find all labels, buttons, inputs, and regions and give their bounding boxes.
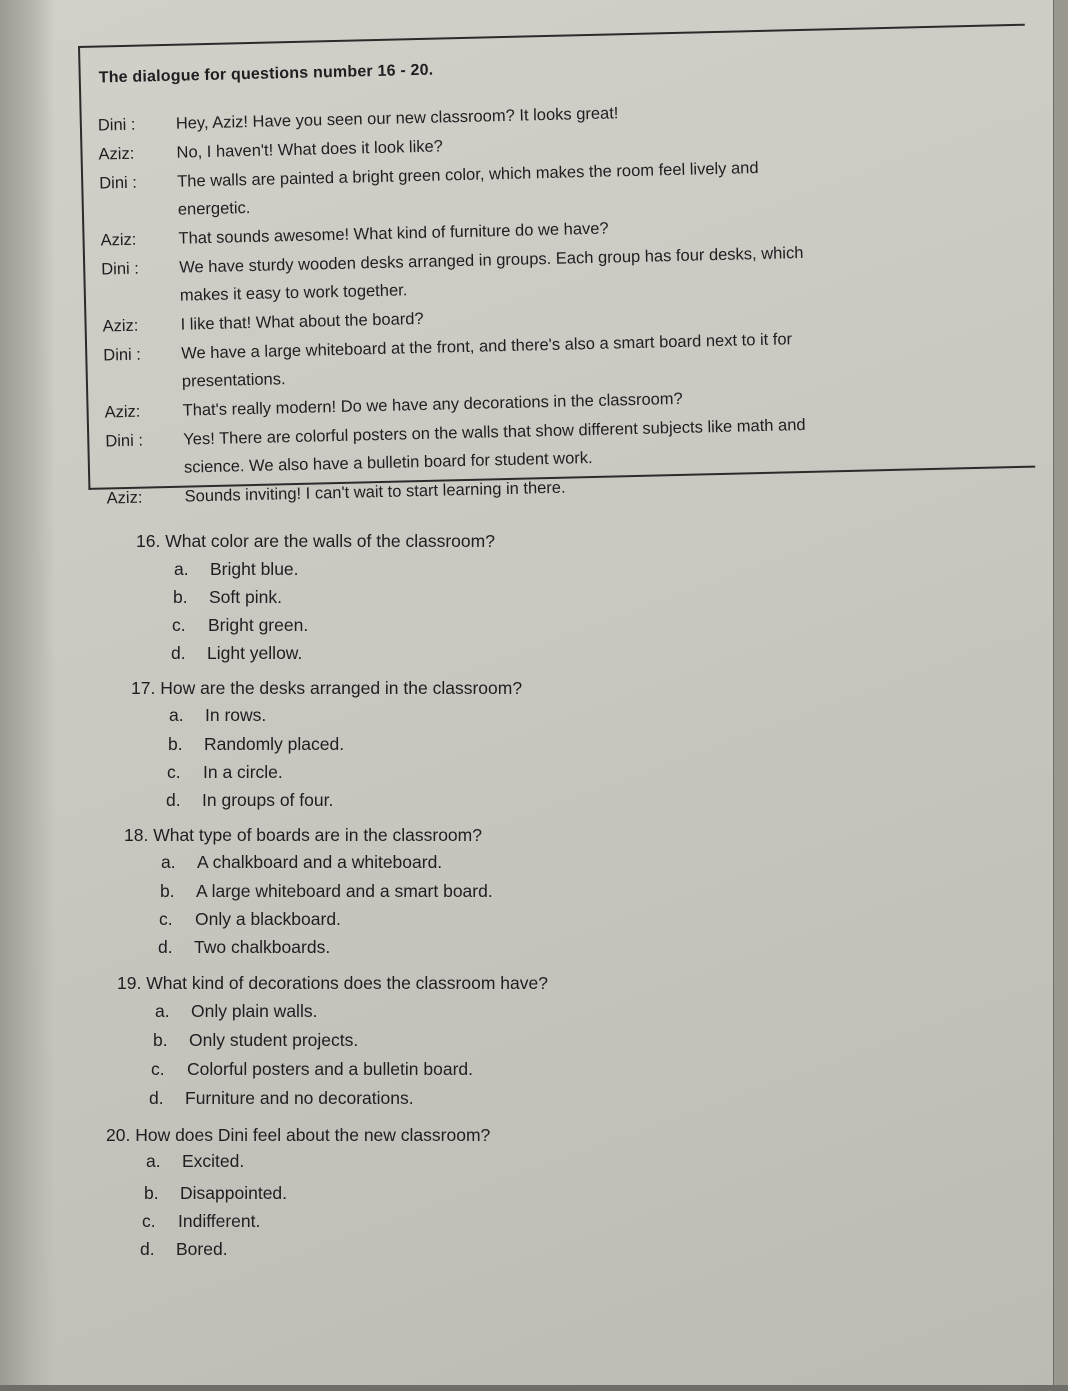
speaker-label: Aziz: bbox=[102, 316, 139, 336]
dialogue-text: Yes! There are colorful posters on the walls that show different subjects like math and bbox=[183, 415, 806, 449]
question-text: What kind of decorations does the classroom have? bbox=[146, 973, 548, 993]
option-text: Excited. bbox=[182, 1151, 245, 1171]
option[interactable] bbox=[155, 1001, 317, 1022]
speaker-label: Dini : bbox=[99, 173, 138, 193]
dialogue-line bbox=[180, 280, 408, 305]
option[interactable] bbox=[140, 1239, 228, 1260]
option[interactable] bbox=[168, 734, 344, 755]
option-letter: a. bbox=[161, 852, 176, 872]
dialogue-title: The dialogue for questions number 16 - 20. bbox=[98, 61, 434, 87]
option-text: Furniture and no decorations. bbox=[185, 1088, 414, 1108]
dialogue-line bbox=[106, 478, 565, 509]
dialogue-text: Hey, Aziz! Have you seen our new classroom? It looks great! bbox=[175, 104, 619, 133]
question-20 bbox=[106, 1125, 490, 1146]
dialogue-line bbox=[105, 415, 806, 451]
option-letter: c. bbox=[142, 1211, 156, 1231]
option-letter: c. bbox=[167, 762, 181, 782]
option[interactable] bbox=[173, 587, 282, 608]
question-18 bbox=[124, 825, 482, 846]
option-text: Colorful posters and a bulletin board. bbox=[187, 1059, 474, 1079]
option-text: In groups of four. bbox=[202, 790, 334, 810]
speaker-label: Aziz: bbox=[104, 402, 141, 422]
question-17 bbox=[131, 678, 522, 699]
option-letter: d. bbox=[166, 790, 181, 810]
option-letter: c. bbox=[172, 615, 186, 635]
dialogue-text: Sounds inviting! I can't wait to start learning in there. bbox=[184, 478, 566, 506]
option[interactable] bbox=[171, 643, 302, 664]
speaker-label: Dini : bbox=[97, 115, 136, 135]
option-letter: b. bbox=[144, 1183, 159, 1203]
dialogue-line bbox=[178, 198, 251, 220]
option[interactable] bbox=[159, 909, 341, 930]
option[interactable] bbox=[146, 1151, 244, 1172]
option-letter: b. bbox=[160, 881, 175, 901]
dialogue-text: makes it easy to work together. bbox=[179, 281, 408, 305]
page-bottom-edge bbox=[0, 1385, 1068, 1391]
question-number: 19. bbox=[117, 973, 142, 993]
option-text: Soft pink. bbox=[209, 587, 282, 607]
question-19 bbox=[117, 973, 548, 994]
option-text: In rows. bbox=[205, 705, 267, 725]
page-right-edge bbox=[1053, 0, 1068, 1391]
speaker-label: Aziz: bbox=[98, 144, 135, 164]
option[interactable] bbox=[151, 1059, 473, 1080]
dialogue-line bbox=[99, 158, 759, 194]
option[interactable] bbox=[166, 790, 333, 811]
dialogue-text: That's really modern! Do we have any decorations in the classroom? bbox=[182, 389, 683, 420]
option[interactable] bbox=[160, 881, 493, 902]
dialogue-text: presentations. bbox=[181, 370, 286, 391]
option-text: Only a blackboard. bbox=[195, 909, 341, 929]
question-16 bbox=[136, 531, 495, 552]
dialogue-line bbox=[98, 136, 443, 164]
option[interactable] bbox=[172, 615, 308, 636]
option[interactable] bbox=[169, 705, 266, 726]
option-letter: b. bbox=[168, 734, 183, 754]
option-letter: d. bbox=[171, 643, 186, 663]
dialogue-line bbox=[101, 243, 804, 280]
question-text: What type of boards are in the classroom? bbox=[153, 825, 482, 845]
speaker-label: Dini : bbox=[103, 345, 142, 365]
option-text: Bored. bbox=[176, 1239, 228, 1259]
option-text: Indifferent. bbox=[178, 1211, 261, 1231]
option-letter: a. bbox=[155, 1001, 170, 1021]
option-text: In a circle. bbox=[203, 762, 283, 782]
option-letter: a. bbox=[174, 559, 189, 579]
question-number: 20. bbox=[106, 1125, 131, 1145]
dialogue-text: That sounds awesome! What kind of furniture do we have? bbox=[178, 219, 609, 248]
option-letter: b. bbox=[153, 1030, 168, 1050]
dialogue-text: science. We also have a bulletin board for student work. bbox=[183, 448, 593, 477]
option-letter: c. bbox=[159, 909, 173, 929]
option-text: Light yellow. bbox=[207, 643, 303, 663]
question-text: How does Dini feel about the new classroom? bbox=[135, 1125, 491, 1145]
option-text: Only plain walls. bbox=[191, 1001, 318, 1021]
option[interactable] bbox=[158, 937, 330, 958]
option-text: Bright green. bbox=[208, 615, 309, 635]
option-letter: a. bbox=[146, 1151, 161, 1171]
dialogue-line bbox=[100, 219, 608, 251]
option[interactable] bbox=[174, 559, 299, 580]
dialogue-line bbox=[182, 369, 286, 391]
option-letter: a. bbox=[169, 705, 184, 725]
question-number: 17. bbox=[131, 678, 156, 698]
option-text: Bright blue. bbox=[210, 559, 299, 579]
question-number: 16. bbox=[136, 531, 161, 551]
dialogue-line bbox=[103, 329, 792, 365]
speaker-label: Aziz: bbox=[106, 488, 143, 508]
dialogue-line bbox=[102, 309, 423, 337]
dialogue-text: We have a large whiteboard at the front, and there's also a smart board next to it for bbox=[181, 330, 793, 363]
question-text: What color are the walls of the classroom? bbox=[165, 531, 495, 551]
option-text: Two chalkboards. bbox=[194, 937, 331, 957]
dialogue-box bbox=[78, 24, 1035, 508]
dialogue-text: We have sturdy wooden desks arranged in groups. Each group has four desks, which bbox=[179, 243, 804, 277]
option-letter: c. bbox=[151, 1059, 165, 1079]
option[interactable] bbox=[161, 852, 442, 873]
dialogue-text: No, I haven't! What does it look like? bbox=[176, 137, 444, 162]
dialogue-text: I like that! What about the board? bbox=[180, 309, 424, 334]
option-letter: d. bbox=[149, 1088, 164, 1108]
option[interactable] bbox=[153, 1030, 358, 1051]
page-left-shadow bbox=[0, 0, 55, 1391]
speaker-label: Dini : bbox=[105, 431, 144, 451]
option-letter: b. bbox=[173, 587, 188, 607]
speaker-label: Dini : bbox=[101, 259, 140, 279]
option-letter: d. bbox=[140, 1239, 155, 1259]
dialogue-text: The walls are painted a bright green color, which makes the room feel lively and bbox=[177, 159, 759, 191]
dialogue-line bbox=[98, 103, 619, 135]
option-text: A chalkboard and a whiteboard. bbox=[197, 852, 443, 872]
option[interactable] bbox=[167, 762, 283, 783]
dialogue-line bbox=[184, 448, 593, 478]
option[interactable] bbox=[142, 1211, 260, 1232]
option-text: Disappointed. bbox=[180, 1183, 288, 1203]
dialogue-text: energetic. bbox=[177, 198, 251, 219]
question-number: 18. bbox=[124, 825, 149, 845]
option-text: Only student projects. bbox=[189, 1030, 359, 1050]
option[interactable] bbox=[144, 1183, 287, 1204]
option-text: Randomly placed. bbox=[204, 734, 345, 754]
question-text: How are the desks arranged in the classroom? bbox=[160, 678, 523, 698]
option[interactable] bbox=[149, 1088, 414, 1109]
option-text: A large whiteboard and a smart board. bbox=[196, 881, 493, 901]
speaker-label: Aziz: bbox=[100, 230, 137, 250]
dialogue-line bbox=[104, 389, 683, 423]
option-letter: d. bbox=[158, 937, 173, 957]
